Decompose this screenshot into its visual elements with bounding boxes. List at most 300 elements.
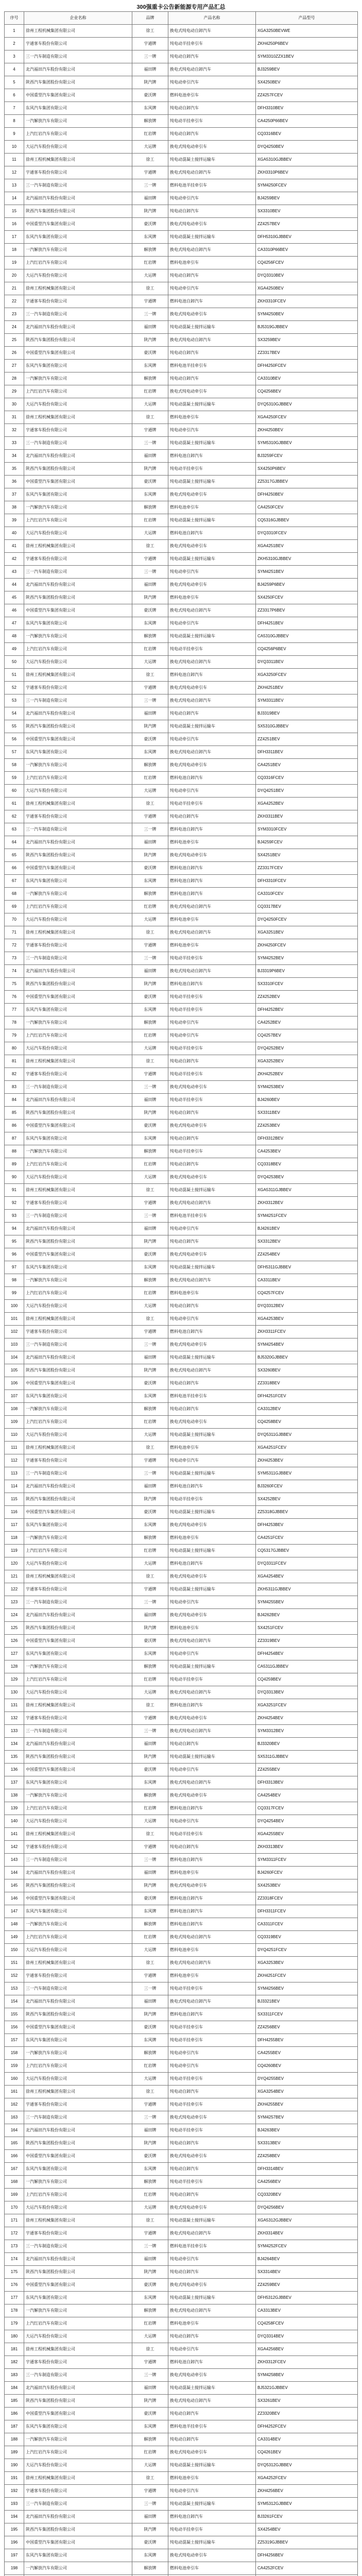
cell-company: 东风汽车集团有限公司 <box>24 875 132 888</box>
cell-serial: 197 <box>5 2549 24 2562</box>
cell-company: 大运汽车股份有限公司 <box>24 1815 132 1828</box>
cell-product-name: 燃料电池自卸汽车 <box>168 527 256 540</box>
cell-product-name: 燃料电池自卸汽车 <box>168 1918 256 1931</box>
cell-product-name: 换电式纯电动自卸汽车 <box>168 1931 256 1944</box>
cell-company: 大运汽车股份有限公司 <box>24 2073 132 2086</box>
product-table <box>4 11 358 2576</box>
cell-company: 宇通客车股份有限公司 <box>24 166 132 179</box>
cell-serial: 151 <box>5 1957 24 1970</box>
cell-product-model: SX5311GJBBEV <box>256 1751 358 1764</box>
cell-brand: 红岩牌 <box>132 385 168 398</box>
cell-product-name: 纯电动混凝土搅拌运输车 <box>168 1429 256 1442</box>
cell-brand: 解放牌 <box>132 372 168 385</box>
cell-product-name: 换电式纯电动牵引车 <box>168 2369 256 2382</box>
cell-brand: 红岩牌 <box>132 1802 168 1815</box>
cell-company: 徐州工程机械集团有限公司 <box>24 411 132 424</box>
cell-product-name: 纯电动牵引汽车 <box>168 785 256 798</box>
cell-serial: 124 <box>5 1609 24 1622</box>
cell-product-name: 纯电动牵引汽车 <box>168 2047 256 2060</box>
cell-company: 上汽红岩汽车有限公司 <box>24 257 132 269</box>
cell-product-model: CA3311BEV <box>256 1274 358 1287</box>
cell-product-model: XGA4255BEV <box>256 1828 358 1841</box>
cell-product-model: XGA3250FCEV <box>256 669 358 682</box>
cell-product-model: SYM4250FCEV <box>256 179 358 192</box>
cell-product-name: 换电式纯电动牵引车 <box>168 579 256 591</box>
cell-brand: 红岩牌 <box>132 1158 168 1171</box>
cell-serial: 67 <box>5 875 24 888</box>
cell-company: 一汽解放汽车有限公司 <box>24 1016 132 1029</box>
cell-product-model: BJ4261BEV <box>256 1223 358 1235</box>
cell-product-name: 燃料电池自卸汽车 <box>168 875 256 888</box>
cell-brand: 福田牌 <box>132 1480 168 1493</box>
cell-brand: 红岩牌 <box>132 257 168 269</box>
cell-product-name: 纯电动牵引汽车 <box>168 2060 256 2073</box>
cell-company: 宇通客车股份有限公司 <box>24 1583 132 1596</box>
cell-company: 陕西汽车集团股份有限公司 <box>24 1493 132 1506</box>
cell-product-model: ZZ4251BEV <box>256 733 358 746</box>
cell-company: 一汽解放汽车有限公司 <box>24 1532 132 1545</box>
table-row <box>5 2356 358 2369</box>
table-row <box>5 76 358 89</box>
cell-brand: 大运牌 <box>132 1300 168 1313</box>
cell-product-name: 燃料电池牵引车 <box>168 411 256 424</box>
table-row <box>5 1905 358 1918</box>
cell-product-model: CA3312BEV <box>256 1403 358 1416</box>
cell-product-name: 纯电动牵引汽车 <box>168 1313 256 1326</box>
cell-company: 宇通客车股份有限公司 <box>24 810 132 823</box>
table-row <box>5 1235 358 1248</box>
cell-product-name: 换电式纯电动牵引车 <box>168 141 256 154</box>
table-row <box>5 1931 358 1944</box>
cell-company: 上汽红岩汽车有限公司 <box>24 1287 132 1300</box>
cell-serial: 146 <box>5 1892 24 1905</box>
cell-serial: 156 <box>5 2021 24 2034</box>
cell-serial: 191 <box>5 2472 24 2485</box>
cell-product-name: 换电式纯电动自卸汽车 <box>168 1957 256 1970</box>
cell-company: 北汽福田汽车股份有限公司 <box>24 1480 132 1493</box>
table-row <box>5 2124 358 2137</box>
table-row <box>5 1660 358 1673</box>
cell-product-model: CQ4256BEV <box>256 385 358 398</box>
cell-product-name: 换电式纯电动自卸汽车 <box>168 2395 256 2408</box>
cell-serial: 145 <box>5 1879 24 1892</box>
table-row <box>5 720 358 733</box>
cell-company: 东风汽车集团有限公司 <box>24 2292 132 2304</box>
cell-brand: 东风牌 <box>132 102 168 115</box>
cell-brand: 福田牌 <box>132 192 168 205</box>
table-row <box>5 2562 358 2575</box>
cell-product-name: 换电式纯电动自卸汽车 <box>168 1197 256 1210</box>
cell-product-name: 纯电动牵引汽车 <box>168 1648 256 1660</box>
table-row <box>5 1120 358 1132</box>
cell-product-name: 纯电动半挂牵引车 <box>168 2098 256 2111</box>
cell-product-model: SYM4253BEV <box>256 1081 358 1094</box>
cell-brand: 三一牌 <box>132 1081 168 1094</box>
cell-brand: 红岩牌 <box>132 1931 168 1944</box>
cell-serial: 149 <box>5 1931 24 1944</box>
cell-product-name: 纯电动自卸汽车 <box>168 269 256 282</box>
cell-product-model: SX4250P6BEV <box>256 463 358 476</box>
cell-product-model: BJ5319GJBBEV <box>256 321 358 334</box>
cell-product-model: ZZ5317GJBBEV <box>256 476 358 488</box>
cell-brand: 福田牌 <box>132 2124 168 2137</box>
cell-brand: 东风牌 <box>132 875 168 888</box>
table-row <box>5 823 358 836</box>
cell-company: 宇通客车股份有限公司 <box>24 295 132 308</box>
cell-brand: 解放牌 <box>132 1274 168 1287</box>
cell-brand: 豪沃牌 <box>132 1506 168 1519</box>
cell-product-model: SX4250FCEV <box>256 591 358 604</box>
cell-product-name: 燃料电池牵引车 <box>168 1442 256 1454</box>
table-row <box>5 733 358 746</box>
cell-product-name: 纯电动半挂牵引车 <box>168 1068 256 1081</box>
cell-product-name: 纯电动牵引汽车 <box>168 733 256 746</box>
cell-product-model: ZKH3314BEV <box>256 2227 358 2240</box>
cell-product-model: CA3311FCEV <box>256 1918 358 1931</box>
cell-company: 徐州工程机械集团有限公司 <box>24 669 132 682</box>
cell-serial: 112 <box>5 1454 24 1467</box>
cell-brand: 豪沃牌 <box>132 2536 168 2549</box>
cell-serial: 189 <box>5 2446 24 2459</box>
cell-company: 宇通客车股份有限公司 <box>24 38 132 50</box>
cell-brand: 宇通牌 <box>132 1068 168 1081</box>
cell-company: 徐州工程机械集团有限公司 <box>24 1184 132 1197</box>
table-row <box>5 347 358 360</box>
cell-company: 中国重型汽车集团有限公司 <box>24 2021 132 2034</box>
cell-product-name: 纯电动混凝土搅拌运输车 <box>168 2292 256 2304</box>
cell-product-name: 燃料电池牵引车 <box>168 939 256 952</box>
table-row <box>5 1068 358 1081</box>
cell-brand: 解放牌 <box>132 2176 168 2189</box>
cell-brand: 豪沃牌 <box>132 604 168 617</box>
cell-serial: 161 <box>5 2086 24 2098</box>
cell-product-model: ZKH3310FCEV <box>256 295 358 308</box>
cell-brand: 徐工 <box>132 798 168 810</box>
cell-serial: 152 <box>5 1970 24 1982</box>
cell-company: 三一汽车制造有限公司 <box>24 952 132 965</box>
cell-product-model: ZZ4253BEV <box>256 1120 358 1132</box>
cell-brand: 大运牌 <box>132 1686 168 1699</box>
cell-product-name: 纯电动牵引汽车 <box>168 2253 256 2266</box>
cell-company: 三一汽车制造有限公司 <box>24 50 132 63</box>
cell-product-name: 纯电动半挂牵引车 <box>168 38 256 50</box>
cell-product-model: DFH3312BEV <box>256 1132 358 1145</box>
table-row <box>5 2266 358 2279</box>
cell-product-model: XGA4252BEV <box>256 798 358 810</box>
cell-product-model: ZKH5311GJBBEV <box>256 1583 358 1596</box>
cell-serial: 184 <box>5 2382 24 2395</box>
cell-company: 上汽红岩汽车有限公司 <box>24 514 132 527</box>
table-row <box>5 1815 358 1828</box>
cell-product-model: DFH4253BEV <box>256 1519 358 1532</box>
cell-product-model: CA4255BEV <box>256 2047 358 2060</box>
cell-serial: 40 <box>5 527 24 540</box>
cell-company: 北汽福田汽车股份有限公司 <box>24 836 132 849</box>
cell-serial: 65 <box>5 849 24 862</box>
cell-brand: 徐工 <box>132 282 168 295</box>
cell-product-model: CQ4256FCEV <box>256 257 358 269</box>
cell-product-model: DFH4251BEV <box>256 617 358 630</box>
cell-product-model: CQ3319BEV <box>256 1931 358 1944</box>
cell-product-model: DFH4254BEV <box>256 1648 358 1660</box>
cell-serial: 7 <box>5 102 24 115</box>
cell-company: 上汽红岩汽车有限公司 <box>24 1029 132 1042</box>
cell-brand: 三一牌 <box>132 50 168 63</box>
table-row <box>5 2382 358 2395</box>
cell-product-model: CQ4261BEV <box>256 2446 358 2459</box>
cell-product-name: 纯电动混凝土搅拌运输车 <box>168 553 256 566</box>
cell-product-model: BJ4264BEV <box>256 2253 358 2266</box>
cell-product-model: XGA3250BEVWE <box>256 25 358 38</box>
cell-brand: 豪沃牌 <box>132 2150 168 2163</box>
cell-brand: 宇通牌 <box>132 1970 168 1982</box>
cell-product-model: CA4251BEV <box>256 759 358 772</box>
table-row <box>5 398 358 411</box>
cell-product-name: 燃料电池半挂牵引车 <box>168 179 256 192</box>
cell-product-name: 纯电动半挂牵引车 <box>168 1493 256 1506</box>
cell-serial: 20 <box>5 269 24 282</box>
cell-product-name: 燃料电池牵引车 <box>168 1622 256 1635</box>
cell-brand: 三一牌 <box>132 2369 168 2382</box>
cell-brand: 徐工 <box>132 1184 168 1197</box>
cell-product-name: 换电式纯电动牵引车 <box>168 540 256 553</box>
cell-serial: 101 <box>5 1313 24 1326</box>
cell-product-model: CA4253BEV <box>256 1145 358 1158</box>
cell-product-model: ZZ3317BEV <box>256 347 358 360</box>
cell-serial: 79 <box>5 1029 24 1042</box>
cell-product-model: ZZ3318BEV <box>256 1377 358 1390</box>
cell-brand: 徐工 <box>132 411 168 424</box>
cell-company: 陕西汽车集团股份有限公司 <box>24 76 132 89</box>
header-product-model: 产品型号 <box>256 12 358 25</box>
table-row <box>5 1570 358 1583</box>
cell-product-name: 换电式纯电动自卸汽车 <box>168 604 256 617</box>
cell-product-name: 纯电动牵引汽车 <box>168 566 256 579</box>
cell-brand: 徐工 <box>132 2214 168 2227</box>
cell-product-model: ZKH4252BEV <box>256 1068 358 1081</box>
cell-brand: 陕汽牌 <box>132 2523 168 2536</box>
cell-company: 中国重型汽车集团有限公司 <box>24 347 132 360</box>
cell-brand: 大运牌 <box>132 785 168 798</box>
cell-company: 东风汽车集团有限公司 <box>24 1261 132 1274</box>
cell-company: 一汽解放汽车有限公司 <box>24 1660 132 1673</box>
cell-brand: 豪沃牌 <box>132 2408 168 2420</box>
cell-company: 大运汽车股份有限公司 <box>24 2459 132 2472</box>
cell-product-name: 换电式纯电动牵引车 <box>168 759 256 772</box>
cell-product-model: CQ4258FCEV <box>256 2317 358 2330</box>
cell-product-name: 换电式纯电动自卸汽车 <box>168 656 256 669</box>
cell-product-model: XGA4251BEV <box>256 540 358 553</box>
cell-serial: 136 <box>5 1764 24 1776</box>
cell-brand: 大运牌 <box>132 2330 168 2343</box>
cell-brand: 陕汽牌 <box>132 2266 168 2279</box>
cell-company: 徐州工程机械集团有限公司 <box>24 282 132 295</box>
cell-product-model: SYM4256BEV <box>256 1982 358 1995</box>
cell-brand: 东风牌 <box>132 488 168 501</box>
cell-product-model: DYQ5311GJBBEV <box>256 1429 358 1442</box>
table-row <box>5 2395 358 2408</box>
cell-company: 徐州工程机械集团有限公司 <box>24 2472 132 2485</box>
cell-product-name: 燃料电池牵引车 <box>168 501 256 514</box>
cell-serial: 123 <box>5 1596 24 1609</box>
cell-brand: 三一牌 <box>132 823 168 836</box>
table-row <box>5 1390 358 1403</box>
cell-brand: 福田牌 <box>132 1351 168 1364</box>
table-row <box>5 128 358 141</box>
cell-brand: 东风牌 <box>132 1776 168 1789</box>
cell-company: 上汽红岩汽车有限公司 <box>24 2060 132 2073</box>
cell-serial: 180 <box>5 2330 24 2343</box>
cell-product-model: SX3311FCEV <box>256 2008 358 2021</box>
cell-product-model: CQ4257FCEV <box>256 1287 358 1300</box>
table-row <box>5 1596 358 1609</box>
cell-brand: 解放牌 <box>132 630 168 643</box>
cell-product-model: ZKH4256BEV <box>256 2485 358 2498</box>
cell-brand: 解放牌 <box>132 2433 168 2446</box>
cell-product-model: ZKH3310P6BEV <box>256 166 358 179</box>
cell-brand: 福田牌 <box>132 1609 168 1622</box>
cell-serial: 192 <box>5 2485 24 2498</box>
cell-serial: 33 <box>5 437 24 450</box>
cell-product-model: CA3313BEV <box>256 2304 358 2317</box>
cell-product-name: 换电式纯电动牵引车 <box>168 1081 256 1094</box>
cell-serial: 174 <box>5 2253 24 2266</box>
cell-brand: 豪沃牌 <box>132 733 168 746</box>
cell-serial: 77 <box>5 1004 24 1016</box>
table-row <box>5 1248 358 1261</box>
cell-company: 徐州工程机械集团有限公司 <box>24 2086 132 2098</box>
cell-product-name: 燃料电池半挂牵引车 <box>168 2420 256 2433</box>
cell-brand: 福田牌 <box>132 63 168 76</box>
table-header-row <box>5 12 358 25</box>
cell-product-model: CQ4259BEV <box>256 1673 358 1686</box>
cell-product-model: XGA3254BEV <box>256 2086 358 2098</box>
cell-product-model: ZKH4250BEV <box>256 424 358 437</box>
cell-brand: 东风牌 <box>132 1132 168 1145</box>
cell-product-model: XGA4250BEV <box>256 282 358 295</box>
cell-product-name: 燃料电池牵引车 <box>168 1532 256 1545</box>
cell-brand: 福田牌 <box>132 1094 168 1107</box>
cell-serial: 104 <box>5 1351 24 1364</box>
cell-product-model: ZZ3319BEV <box>256 1635 358 1648</box>
cell-serial: 23 <box>5 308 24 321</box>
cell-product-name: 纯电动半挂牵引车 <box>168 1145 256 1158</box>
table-row <box>5 1995 358 2008</box>
cell-serial: 91 <box>5 1184 24 1197</box>
cell-serial: 144 <box>5 1867 24 1879</box>
cell-company: 陕西汽车集团股份有限公司 <box>24 720 132 733</box>
table-row <box>5 1429 358 1442</box>
cell-company: 一汽解放汽车有限公司 <box>24 2176 132 2189</box>
table-row <box>5 463 358 476</box>
cell-product-model: SX3310BEV <box>256 205 358 218</box>
cell-product-name: 燃料电池自卸汽车 <box>168 1699 256 1712</box>
cell-serial: 92 <box>5 1197 24 1210</box>
cell-company: 中国重型汽车集团有限公司 <box>24 604 132 617</box>
cell-product-name: 换电式纯电动牵引车 <box>168 1712 256 1725</box>
cell-serial: 8 <box>5 115 24 128</box>
table-row <box>5 2021 358 2034</box>
cell-brand: 陕汽牌 <box>132 1364 168 1377</box>
cell-product-model: SYM4250BEV <box>256 308 358 321</box>
cell-company: 三一汽车制造有限公司 <box>24 1596 132 1609</box>
cell-product-model: CQ3317BEV <box>256 901 358 913</box>
cell-brand: 大运牌 <box>132 269 168 282</box>
table-row <box>5 2330 358 2343</box>
cell-company: 一汽解放汽车有限公司 <box>24 1789 132 1802</box>
table-row <box>5 1583 358 1596</box>
cell-serial: 21 <box>5 282 24 295</box>
cell-company: 北汽福田汽车股份有限公司 <box>24 321 132 334</box>
cell-product-model: ZKH5310GJBBEV <box>256 553 358 566</box>
cell-product-model: SYM3310FCEV <box>256 823 358 836</box>
cell-company: 陕西汽车集团股份有限公司 <box>24 849 132 862</box>
table-row <box>5 437 358 450</box>
cell-product-model: ZKH4250FCEV <box>256 939 358 952</box>
cell-company: 大运汽车股份有限公司 <box>24 656 132 669</box>
cell-brand: 陕汽牌 <box>132 1235 168 1248</box>
cell-company: 北汽福田汽车股份有限公司 <box>24 1995 132 2008</box>
cell-serial: 98 <box>5 1274 24 1287</box>
cell-brand: 解放牌 <box>132 2562 168 2575</box>
cell-company: 北汽福田汽车股份有限公司 <box>24 2511 132 2523</box>
cell-company: 一汽解放汽车有限公司 <box>24 2433 132 2446</box>
cell-company: 宇通客车股份有限公司 <box>24 553 132 566</box>
cell-serial: 105 <box>5 1364 24 1377</box>
cell-company: 三一汽车制造有限公司 <box>24 179 132 192</box>
table-row <box>5 205 358 218</box>
table-row <box>5 965 358 978</box>
cell-serial: 155 <box>5 2008 24 2021</box>
cell-product-model: DYQ3313BEV <box>256 1686 358 1699</box>
cell-product-name: 换电式纯电动自卸汽车 <box>168 25 256 38</box>
cell-company: 大运汽车股份有限公司 <box>24 1042 132 1055</box>
cell-product-name: 纯电动半挂牵引车 <box>168 798 256 810</box>
cell-company: 大运汽车股份有限公司 <box>24 785 132 798</box>
cell-serial: 193 <box>5 2498 24 2511</box>
cell-product-model: DYQ3312BEV <box>256 1300 358 1313</box>
table-row <box>5 1751 358 1764</box>
table-row <box>5 1313 358 1326</box>
cell-brand: 大运牌 <box>132 913 168 926</box>
cell-company: 陕西汽车集团股份有限公司 <box>24 1879 132 1892</box>
cell-product-model: BJ3260FCEV <box>256 1480 358 1493</box>
cell-product-name: 纯电动自卸汽车 <box>168 102 256 115</box>
cell-product-name: 纯电动牵引汽车 <box>168 1223 256 1235</box>
table-row <box>5 656 358 669</box>
cell-product-name: 燃料电池牵引车 <box>168 1970 256 1982</box>
cell-brand: 宇通牌 <box>132 1583 168 1596</box>
cell-product-name: 换电式纯电动牵引车 <box>168 1570 256 1583</box>
table-row <box>5 630 358 643</box>
table-row <box>5 2369 358 2382</box>
cell-company: 一汽解放汽车有限公司 <box>24 2304 132 2317</box>
cell-product-name: 纯电动混凝土搅拌运输车 <box>168 476 256 488</box>
cell-serial: 119 <box>5 1545 24 1557</box>
table-row <box>5 1828 358 1841</box>
cell-serial: 115 <box>5 1493 24 1506</box>
cell-product-model: SYM4252BEV <box>256 952 358 965</box>
cell-product-model: SX4254BEV <box>256 2523 358 2536</box>
cell-company: 陕西汽车集团股份有限公司 <box>24 2008 132 2021</box>
cell-product-name: 换电式纯电动自卸汽车 <box>168 1725 256 1738</box>
table-row <box>5 2459 358 2472</box>
cell-product-model: DYQ3310BEV <box>256 269 358 282</box>
cell-company: 陕西汽车集团股份有限公司 <box>24 1235 132 1248</box>
cell-product-model: XGA4251FCEV <box>256 1442 358 1454</box>
cell-serial: 139 <box>5 1802 24 1815</box>
cell-company: 陕西汽车集团股份有限公司 <box>24 463 132 476</box>
